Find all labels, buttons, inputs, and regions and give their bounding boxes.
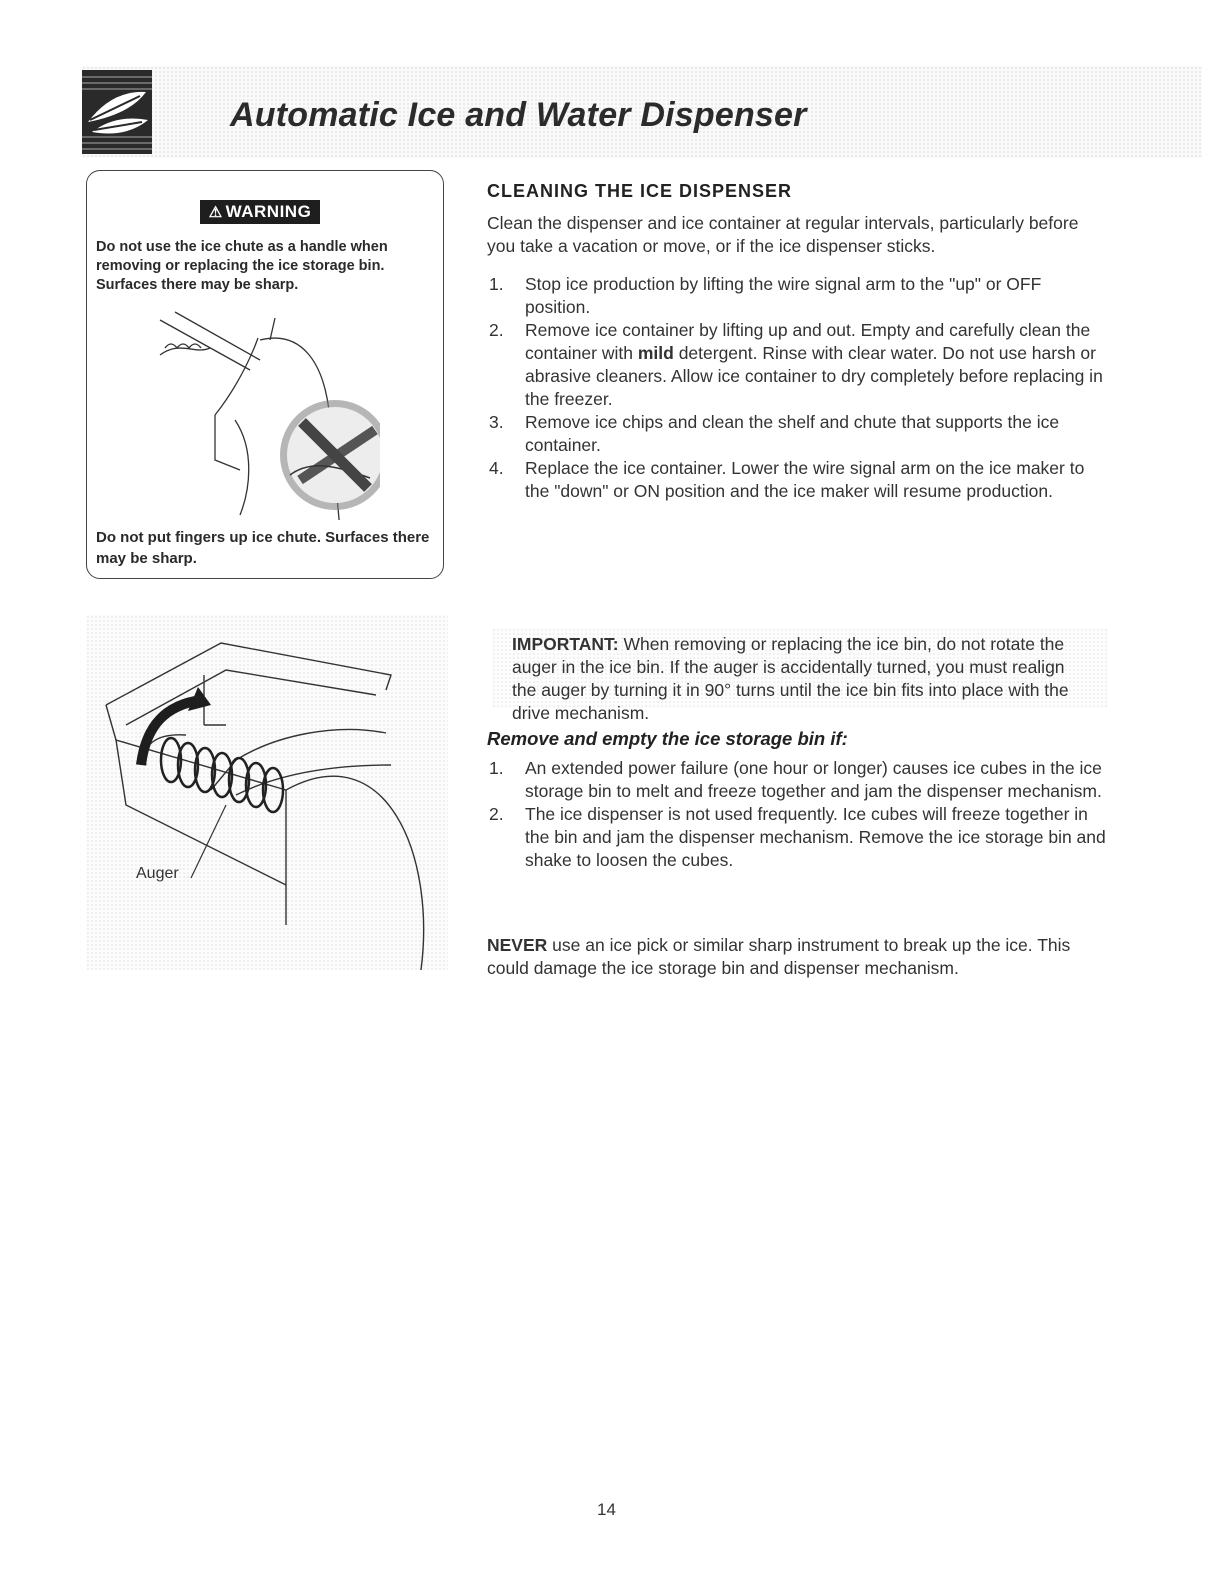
section-heading-cleaning: CLEANING THE ICE DISPENSER [487, 181, 793, 201]
list-item: 2. The ice dispenser is not used frequently. Ice cubes will freeze together in the bin and jam the dispenser mechanism. Remove the ice storage bin and shake to loosen the cubes. [489, 804, 1106, 870]
emphasis-mild: mild [637, 343, 674, 363]
page-title: Automatic Ice and Water Dispenser [230, 96, 807, 134]
never-label: NEVER [487, 935, 548, 955]
list-item: 3. Remove ice chips and clean the shelf and chute that supports the ice container. [489, 412, 1060, 455]
important-label: IMPORTANT: [512, 634, 619, 654]
cleaning-steps-list [487, 273, 1107, 503]
important-notice-text: IMPORTANT: When removing or replacing the ice bin, do not rotate the auger in the ice bin. If the auger is accidentally turned, you must realign the auger by turning it in 90° turns until the ice bin fits into place with the drive mechanism. [512, 634, 1069, 723]
warning-badge [200, 200, 320, 224]
warning-triangle-icon: ⚠ [208, 204, 223, 221]
remove-reasons-list [487, 757, 1107, 872]
page-number: 14 [597, 1500, 616, 1519]
ice-chute-illustration [140, 300, 380, 520]
warning-text-fingers: Do not put fingers up ice chute. Surfaces there may be sharp. [96, 529, 430, 567]
list-item: 1. An extended power failure (one hour or longer) causes ice cubes in the ice storage bin to melt and freeze together and jam the dispenser mechanism. [489, 758, 1102, 801]
list-item: 4. Replace the ice container. Lower the wire signal arm on the ice maker to the "down" or ON position and the ice maker will resume production. [489, 458, 1085, 501]
list-item: 2. Remove ice container by lifting up and out. Empty and carefully clean the container with mild detergent. Rinse with clear water. Do not use harsh or abrasive cleaners. Allow ice container to dry completely before replacing in the freezer. [489, 320, 1103, 409]
leaf-logo-icon [82, 70, 152, 154]
list-item: 1. Stop ice production by lifting the wire signal arm to the "up" or OFF position. [489, 274, 1042, 317]
never-notice: NEVER use an ice pick or similar sharp instrument to break up the ice. This could damage the ice storage bin and dispenser mechanism. [487, 935, 1071, 978]
ice-bin-auger-illustration [86, 615, 448, 970]
warning-text-handle: Do not use the ice chute as a handle when removing or replacing the ice storage bin. Surfaces there may be sharp. [96, 239, 388, 293]
warning-label: WARNING [225, 202, 312, 221]
cleaning-intro: Clean the dispenser and ice container at regular intervals, particularly before you take a vacation or move, or if the ice dispenser sticks. [487, 213, 1079, 256]
section-heading-remove: Remove and empty the ice storage bin if: [487, 728, 848, 749]
auger-callout-label: Auger [136, 865, 179, 882]
